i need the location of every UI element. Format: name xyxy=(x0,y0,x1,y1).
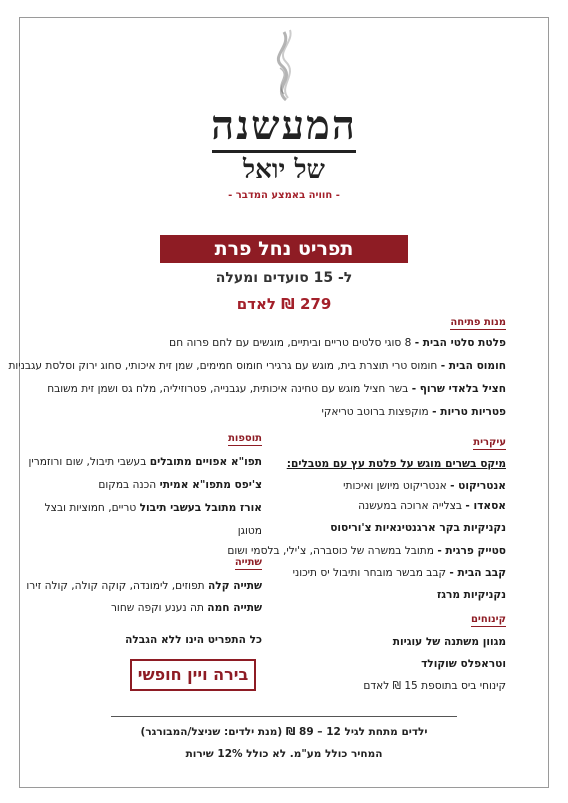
drink-desc: תפוזים, לימונדה, קוקה קולה, קולה זירו xyxy=(26,580,205,592)
sides-label: תוספות xyxy=(228,433,262,444)
menu-title: תפריט נחל פרת xyxy=(214,238,354,260)
main-name: נקניקיות מרגז xyxy=(436,589,506,601)
main-item xyxy=(293,567,506,579)
starter-item xyxy=(169,337,506,349)
main-item xyxy=(330,522,506,534)
logo-title: המעשנה xyxy=(211,102,357,149)
main-name: אנטריקוט - xyxy=(450,480,506,492)
dessert-name: מגוון משתנה של עוגיות xyxy=(392,636,506,648)
logo-subtitle: של יואל xyxy=(243,155,325,185)
drink-desc: תה נענע וקפה שחור xyxy=(110,602,204,614)
starter-desc: חומוס טרי תוצרת בית, מוגש עם גרגירי חומוס חמימים, שמן זית איכותי, סחוג ירוק וסלסת עגבניות xyxy=(8,360,438,372)
side-name: תפו"א אפויים מתובלים xyxy=(149,456,262,468)
dessert-item xyxy=(393,636,506,648)
starter-desc: 8 סוגי סלטים טריים וביתיים, מוגשים עם לחם פרוה חם xyxy=(169,337,412,349)
drink-name: שתייה חמה xyxy=(207,602,262,614)
kids-note: ילדים מתחת לגיל 12 – 89 ₪ (מנת ילדים: שניצל/המבורגר) xyxy=(140,726,428,738)
starter-desc: בשר חציל מוגש עם טחינה איכותית, עגבנייה, פטרוזיליה, מלח גס ושמן זית משובח xyxy=(47,383,409,395)
main-item xyxy=(358,500,506,512)
mains-header: מיקס בשרים מוגש על פלטת עץ עם מטבלים: xyxy=(286,458,506,470)
dessert-item xyxy=(421,658,506,670)
smoke-icon xyxy=(262,28,306,102)
starters-label: מנות פתיחה xyxy=(450,317,506,328)
main-name: סטייק פרגית - xyxy=(437,545,506,557)
main-name: אסאדו - xyxy=(465,500,506,512)
dessert-name: וטראפלס שוקולד xyxy=(421,658,506,670)
footer-divider xyxy=(111,716,457,717)
main-item xyxy=(437,589,506,601)
starter-item xyxy=(8,360,506,372)
side-desc: בעשבי תיבול, שום ורוזמרין xyxy=(28,456,147,468)
main-desc: אנטריקוט מיושן ואיכותי xyxy=(343,480,447,492)
unlimited-note: כל התפריט הינו ללא הגבלה xyxy=(125,634,262,646)
side-item xyxy=(28,456,262,468)
starter-item xyxy=(321,406,506,418)
main-desc: מתובל במשרה של כוסברה, צ'ילי, בלסמי ושום xyxy=(227,545,434,557)
side-item xyxy=(98,479,262,491)
menu-subtitle: ל- 15 סועדים ומעלה xyxy=(215,270,353,286)
logo-divider xyxy=(212,150,356,153)
side-name: צ'יפס מתפו"א אמיתי xyxy=(159,479,262,491)
starter-name: חציל בלאדי שרוף - xyxy=(411,383,506,395)
starter-desc: מוקפצות ברוטב טריאקי xyxy=(321,406,429,418)
side-name: אורז מתובל בעשבי תיבול xyxy=(139,502,262,514)
starter-name: חומוס הבית - xyxy=(440,360,506,372)
main-item xyxy=(227,545,506,557)
drink-name: שתייה קלה xyxy=(208,580,262,592)
mains-label: עיקרית xyxy=(473,437,506,448)
main-name: נקניקיות בקר ארגנטינאיות צ'וריסוס xyxy=(330,522,506,534)
menu-price: 279 ₪ לאדם xyxy=(236,295,332,313)
drink-item xyxy=(26,580,262,592)
main-name: קבב הבית - xyxy=(449,567,506,579)
side-item-continuation: מטוגן xyxy=(237,525,262,537)
dessert-note: קינוחי ביס בתוספת 15 ₪ לאדם xyxy=(363,680,506,692)
starter-name: פטריות טריות - xyxy=(432,406,506,418)
drink-item xyxy=(111,602,262,614)
main-desc: קבב מבשר מובחר ותיבול יס תיכוני xyxy=(292,567,447,579)
side-desc: טריים, חמוציות ובצל xyxy=(44,502,137,514)
desserts-label: קינוחים xyxy=(470,614,506,625)
side-item xyxy=(45,502,262,514)
side-desc: הכנה במקום xyxy=(98,479,157,491)
starter-name: פלטת סלטי הבית - xyxy=(414,337,506,349)
main-item xyxy=(343,480,506,492)
main-desc: בצלייה ארוכה במעשנה xyxy=(358,500,463,512)
logo-tagline: - חוויה באמצע המדבר - xyxy=(228,190,340,201)
beer-wine-label: בירה ויין חופשי xyxy=(137,665,249,684)
vat-note: המחיר כולל מע"מ. לא כולל 12% שירות xyxy=(185,748,383,760)
starter-item xyxy=(47,383,506,395)
drinks-label: שתייה xyxy=(234,557,262,568)
